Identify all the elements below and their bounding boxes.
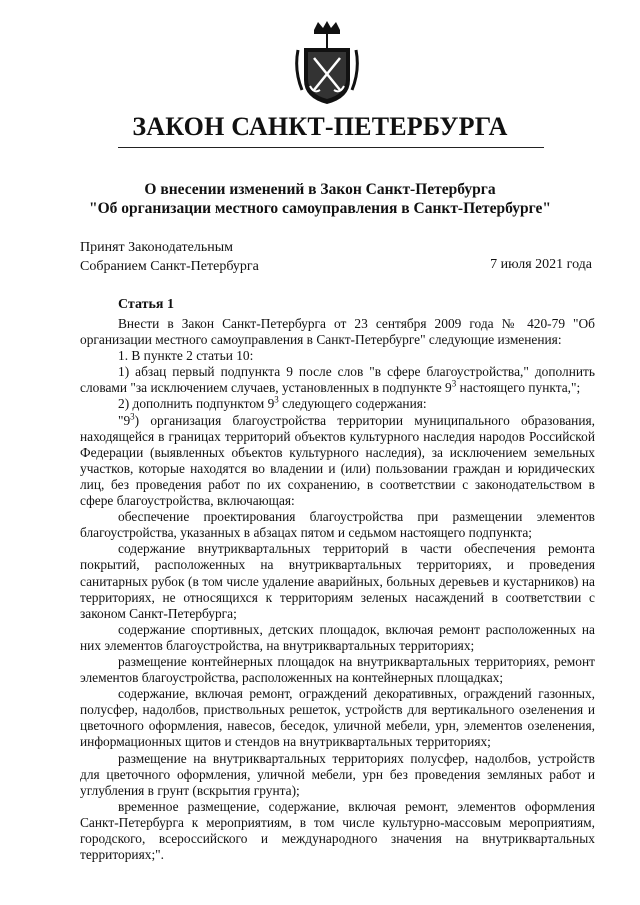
subtitle-line-2: "Об организации местного самоуправления в Санкт-Петербурге" bbox=[88, 200, 551, 217]
paragraph: обеспечение проектирования благоустройства при размещении элементов благоустройства, указанных в абзацах пятом и седьмом настоящего подпункта; bbox=[80, 509, 595, 541]
coat-of-arms-emblem bbox=[294, 20, 360, 106]
paragraph: Внести в Закон Санкт-Петербурга от 23 сентября 2009 года № 420-79 "Об организации местного самоуправления в Санкт-Петербурге" следующие изменения: bbox=[80, 316, 595, 348]
paragraph-text: 1) абзац первый подпункта 9 после слов "в сфере благоустройства," дополнить словами "за исключением случаев, установленных в подпункте 9 bbox=[80, 364, 595, 396]
paragraph: 1. В пункте 2 статьи 10: bbox=[118, 348, 254, 364]
paragraph: размещение на внутриквартальных территориях полусфер, надолбов, устройств для цветочного оформления, уличной мебели, урн без проведения земляных работ и углубления в грунт (вскрытия грунта); bbox=[80, 750, 595, 798]
paragraph: содержание, включая ремонт, ограждений декоративных, ограждений газонных, полусфер, надолбов, приствольных решеток, устройств для вертикального озеленения и цветочного оформления, навесов, беседок, уличной мебели, урн, элементов озеленения, информационных щитов и стендов на внутриквартальных территориях; bbox=[80, 686, 595, 750]
paragraph bbox=[80, 364, 595, 396]
superscript: 3 bbox=[130, 411, 135, 422]
article-body bbox=[80, 316, 595, 863]
paragraph: размещение контейнерных площадок на внутриквартальных территориях, ремонт элементов благоустройства, расположенных на контейнерных площадках; bbox=[80, 653, 595, 686]
paragraph-text: "9 bbox=[118, 412, 131, 428]
paragraph-text: ) организация благоустройства территории муниципального образования, находящейся в границах территорий объектов культурного наследия народов Российской Федерации (выявленных объектов культурного наследия), за исключением земельных участков, которые находятся во владении и (или) пользовании граждан и юридических лиц, без проведения работ по их сохранению, в соответствии с законодательством в сфере благоустройства, включающая: bbox=[80, 412, 595, 509]
superscript: 3 bbox=[274, 395, 279, 405]
paragraph bbox=[80, 413, 595, 510]
title-divider bbox=[118, 147, 544, 148]
superscript: 3 bbox=[451, 378, 457, 389]
law-subtitle bbox=[0, 180, 640, 218]
paragraph: содержание спортивных, детских площадок, включая ремонт расположенных на них элементов благоустройства, на внутриквартальных территориях; bbox=[80, 621, 595, 653]
adoption-line-1: Принят Законодательным bbox=[80, 240, 233, 255]
paragraph bbox=[80, 396, 595, 412]
paragraph-text: следующего содержания: bbox=[278, 396, 427, 412]
adoption-note bbox=[80, 238, 259, 276]
paragraph-text: 2) дополнить подпунктом 9 bbox=[118, 396, 275, 412]
adoption-line-2: Собранием Санкт-Петербурга bbox=[80, 259, 259, 274]
subtitle-line-1: О внесении изменений в Закон Санкт-Петербурга bbox=[144, 181, 496, 198]
article-heading: Статья 1 bbox=[118, 297, 174, 312]
law-title: ЗАКОН САНКТ-ПЕТЕРБУРГА bbox=[132, 112, 508, 141]
paragraph-text: настоящего пункта,"; bbox=[456, 380, 581, 396]
paragraph: содержание внутриквартальных территорий в части обеспечения ремонта покрытий, расположенных на внутриквартальных территориях, и проведения санитарных рубок (в том числе удаление аварийных, больных деревьев и кустарников) на территориях, не относящихся к территориям зеленых насаждений в соответствии с законом Санкт-Петербурга; bbox=[80, 541, 595, 621]
adoption-date: 7 июля 2021 года bbox=[490, 257, 592, 272]
paragraph: временное размещение, содержание, включая ремонт, элементов оформления Санкт-Петербурга к мероприятиям, в том числе культурно-массовым мероприятиям, городского, всероссийского и международного значения на внутриквартальных территориях;". bbox=[80, 798, 595, 863]
